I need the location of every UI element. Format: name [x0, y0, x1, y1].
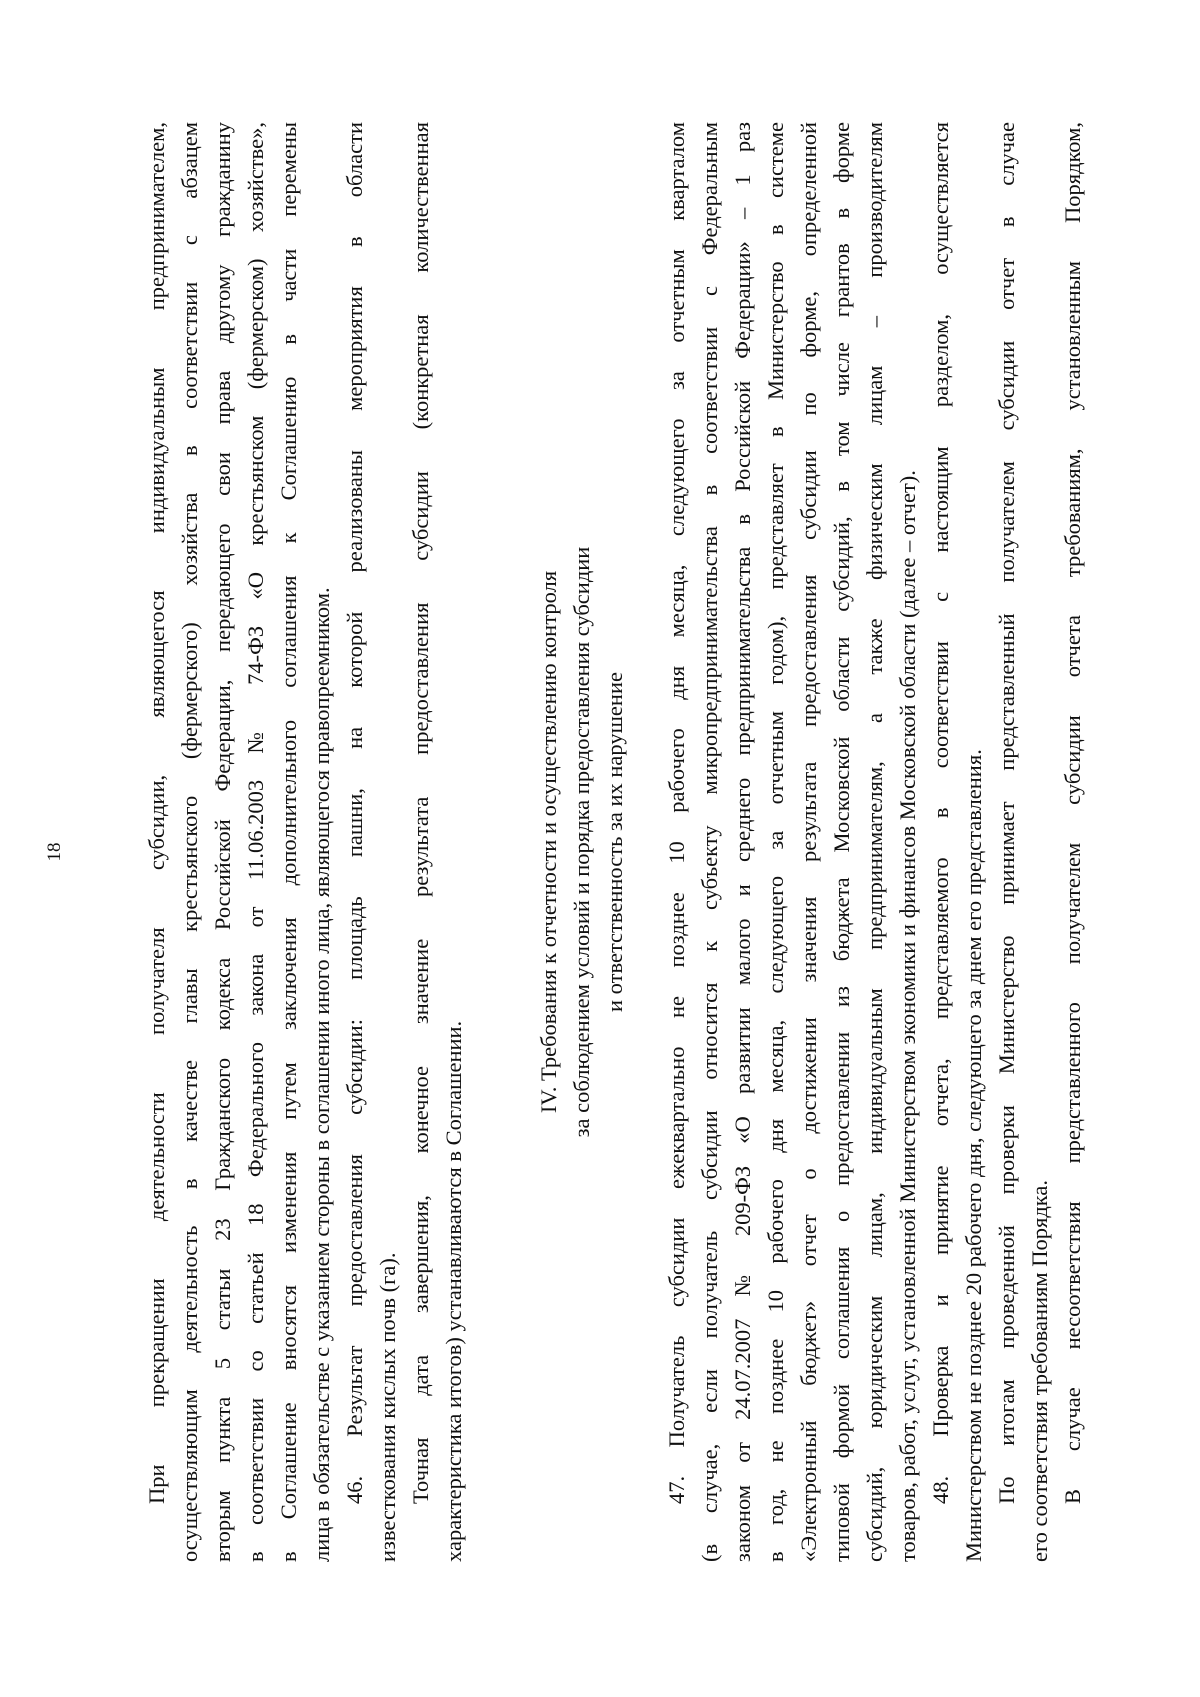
text-line: 47. Получатель субсидии ежеквартально не позднее 10 рабочего дня месяца, следующего за отчетным кварталом — [664, 122, 689, 1504]
text-line: При прекращении деятельности получателя субсидии, являющегося индивидуальным предпринимателем, — [144, 122, 169, 1504]
text-line: в Соглашение вносятся изменения путем заключения дополнительного соглашения к Соглашению в части перемены — [276, 122, 301, 1562]
text-line: законом от 24.07.2007 № 209-ФЗ «О развитии малого и среднего предпринимательства в Российской Федерации» – 1 раз — [730, 122, 755, 1562]
text-line: товаров, работ, услуг, установленной Министерством экономики и финансов Московской области (далее – отчет). — [895, 470, 920, 1562]
text-block-top — [140, 122, 470, 1562]
text-line: известкования кислых почв (га). — [375, 1252, 400, 1562]
text-line: в соответствии со статьей 18 Федерального закона от 11.06.2003 № 74-ФЗ «О крестьянском (фермерском) хозяйстве», — [243, 122, 268, 1562]
heading-line: IV. Требования к отчетности и осуществлению контроля — [536, 570, 561, 1114]
text-line: «Электронный бюджет» отчет о достижении значения результата предоставления субсидии по форме, определенной — [796, 122, 821, 1562]
text-line: (в случае, если получатель субсидии относится к субъекту микропредпринимательства в соответствии с Федеральным — [697, 122, 722, 1562]
text-line: Министерством не позднее 20 рабочего дня, следующего за днем его представления. — [961, 749, 986, 1562]
text-line: 46. Результат предоставления субсидии: площадь пашни, на которой реализованы мероприятия в области — [342, 122, 367, 1504]
section-heading — [532, 122, 631, 1562]
page-number: 18 — [44, 842, 65, 862]
text-line: типовой формой соглашения о предоставлении из бюджета Московской области субсидий, в том числе грантов в форме — [829, 122, 854, 1562]
text-line: вторым пункта 5 статьи 23 Гражданского кодекса Российской Федерации, передающего свои права другому гражданину — [210, 122, 235, 1562]
text-line: характеристика итогов) устанавливаются в Соглашении. — [441, 1020, 466, 1562]
text-line: в год, не позднее 10 рабочего дня месяца, следующего за отчетным годом), представляет в Министерство в системе — [763, 122, 788, 1562]
text-line: субсидий, юридическим лицам, индивидуальным предпринимателям, а также физическим лицам – производителям — [862, 122, 887, 1562]
text-line: осуществляющим деятельность в качестве главы крестьянского (фермерского) хозяйства в соответствии с абзацем — [177, 122, 202, 1562]
heading-line: за соблюдением условий и порядка предоставления субсидии — [569, 546, 594, 1138]
text-line: В случае несоответствия представленного получателем субсидии отчета требованиям, установленным Порядком, — [1060, 122, 1085, 1504]
heading-line: и ответственность за их нарушение — [602, 672, 627, 1012]
text-line: 48. Проверка и принятие отчета, представляемого в соответствии с настоящим разделом, осуществляется — [928, 122, 953, 1504]
text-block-bottom — [660, 122, 1089, 1562]
text-line: его соответствия требованиям Порядка. — [1027, 1180, 1052, 1562]
text-line: По итогам проведенной проверки Министерство принимает представленный получателем субсидии отчет в случае — [994, 122, 1019, 1504]
text-line: Точная дата завершения, конечное значение результата предоставления субсидии (конкретная количественная — [408, 122, 433, 1504]
text-line: лица в обязательстве с указанием стороны в соглашении иного лица, являющегося правопреемником. — [309, 587, 334, 1562]
